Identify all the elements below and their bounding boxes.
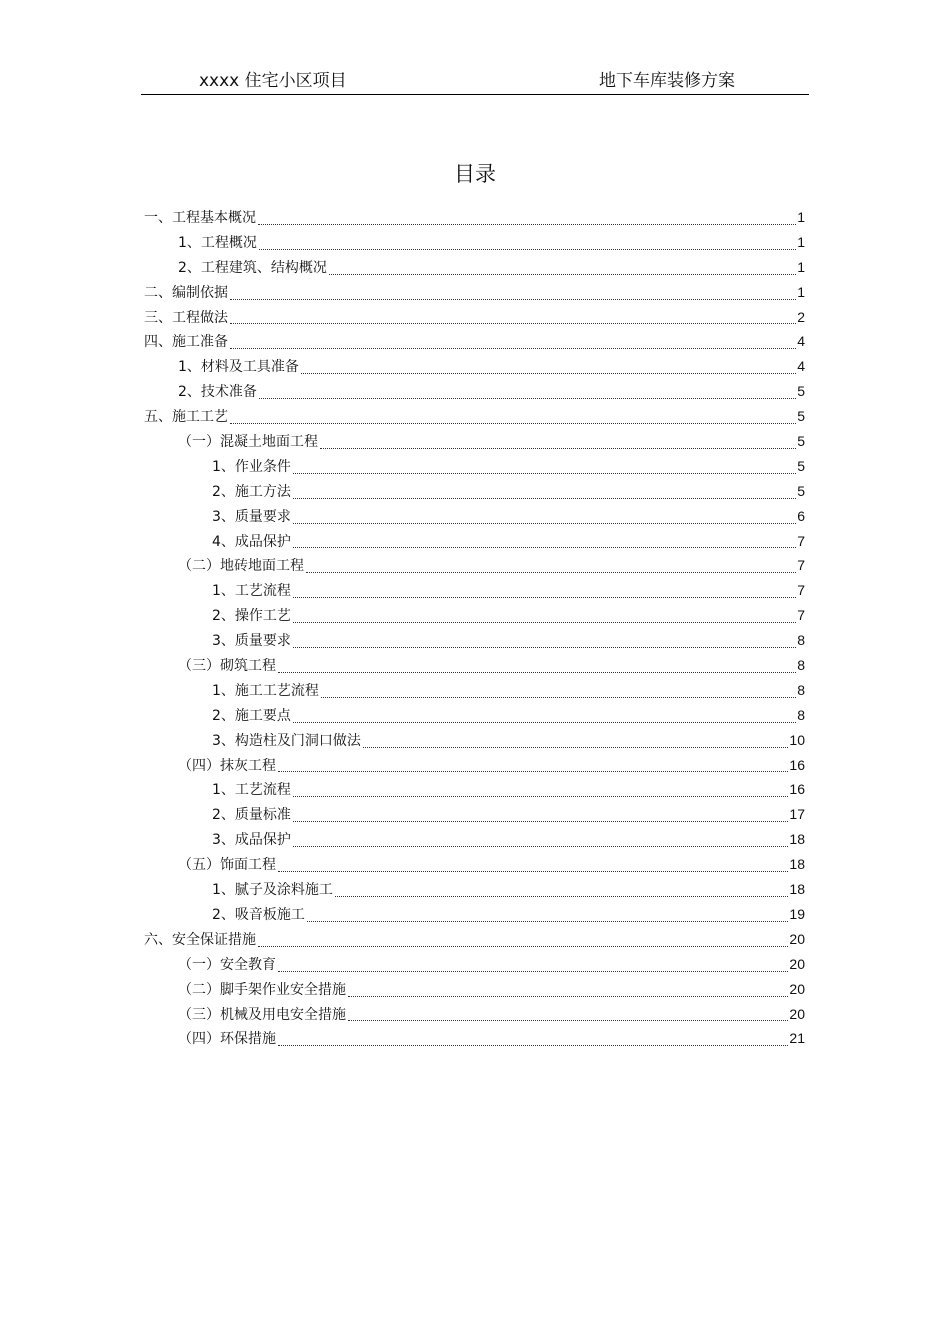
- toc-dot-leader: [278, 1045, 788, 1046]
- toc-entry-label: （四）抹灰工程: [178, 757, 276, 774]
- toc-entry-page-number: 20: [789, 980, 805, 997]
- toc-entry-label: 2、施工要点: [212, 707, 291, 724]
- header-project-name: xxxx 住宅小区项目: [199, 71, 347, 91]
- toc-entry[interactable]: [144, 852, 805, 877]
- toc-entry-page-number: 4: [797, 333, 805, 350]
- toc-entry[interactable]: [144, 703, 805, 728]
- toc-entry-page-number: 18: [789, 881, 805, 898]
- toc-entry-page-number: 20: [789, 1005, 805, 1022]
- toc-entry[interactable]: [144, 1026, 805, 1051]
- toc-dot-leader: [307, 921, 789, 922]
- toc-entry[interactable]: [144, 404, 805, 429]
- toc-entry[interactable]: [144, 429, 805, 454]
- toc-dot-leader: [278, 871, 788, 872]
- toc-entry-label: 1、材料及工具准备: [178, 359, 299, 376]
- toc-entry-page-number: 7: [797, 607, 805, 624]
- toc-dot-leader: [278, 971, 788, 972]
- toc-entry-page-number: 4: [797, 358, 805, 375]
- toc-entry-label: 一、工程基本概况: [144, 210, 256, 226]
- toc-entry-label: （二）地砖地面工程: [178, 558, 304, 575]
- toc-entry-page-number: 16: [789, 781, 805, 798]
- toc-entry-page-number: 1: [797, 258, 805, 275]
- toc-entry[interactable]: [144, 479, 805, 504]
- toc-dot-leader: [348, 996, 788, 997]
- toc-entry-label: （三）机械及用电安全措施: [178, 1006, 346, 1023]
- toc-dot-leader: [293, 647, 796, 648]
- toc-dot-leader: [293, 622, 796, 623]
- toc-entry[interactable]: [144, 305, 805, 330]
- toc-entry-label: 2、施工方法: [212, 483, 291, 500]
- toc-entry[interactable]: [144, 827, 805, 852]
- toc-dot-leader: [293, 473, 796, 474]
- toc-dot-leader: [293, 796, 789, 797]
- toc-entry-label: 3、成品保护: [212, 832, 291, 849]
- toc-dot-leader: [293, 547, 796, 548]
- toc-entry[interactable]: [144, 529, 805, 554]
- toc-entry[interactable]: [144, 628, 805, 653]
- toc-dot-leader: [278, 672, 796, 673]
- toc-dot-leader: [363, 747, 789, 748]
- toc-entry-label: 2、操作工艺: [212, 608, 291, 625]
- header-document-title: 地下车库装修方案: [599, 71, 735, 91]
- toc-title: 目录: [454, 162, 496, 186]
- toc-entry-label: 六、安全保证措施: [144, 931, 256, 948]
- toc-entry-page-number: 8: [797, 681, 805, 698]
- toc-entry-page-number: 8: [797, 657, 805, 674]
- toc-entry[interactable]: [144, 753, 805, 778]
- toc-entry[interactable]: [144, 603, 805, 628]
- toc-entry-page-number: 19: [789, 905, 805, 922]
- toc-entry[interactable]: [144, 379, 805, 404]
- toc-entry-page-number: 1: [797, 209, 805, 225]
- toc-entry-page-number: 5: [797, 383, 805, 400]
- toc-entry-label: 2、技术准备: [178, 384, 257, 401]
- toc-entry-label: 三、工程做法: [144, 309, 228, 326]
- toc-dot-leader: [320, 448, 796, 449]
- toc-dot-leader: [306, 572, 796, 573]
- toc-dot-leader: [293, 498, 796, 499]
- toc-entry[interactable]: [144, 653, 805, 678]
- toc-entry-label: 3、质量要求: [212, 633, 291, 650]
- toc-dot-leader: [321, 697, 796, 698]
- toc-entry-page-number: 1: [797, 233, 805, 250]
- toc-entry-page-number: 17: [789, 806, 805, 823]
- toc-dot-leader: [230, 299, 796, 300]
- toc-entry[interactable]: [144, 454, 805, 479]
- toc-dot-leader: [278, 771, 788, 772]
- toc-entry-label: 二、编制依据: [144, 284, 228, 301]
- toc-dot-leader: [293, 821, 789, 822]
- toc-entry-page-number: 20: [789, 930, 805, 947]
- toc-entry[interactable]: [144, 553, 805, 578]
- toc-dot-leader: [230, 423, 796, 424]
- toc-entry[interactable]: [144, 354, 805, 379]
- toc-entry[interactable]: [144, 504, 805, 529]
- toc-entry-label: （一）混凝土地面工程: [178, 434, 318, 451]
- toc-entry[interactable]: [144, 230, 805, 255]
- toc-entry[interactable]: [144, 578, 805, 603]
- toc-entry-page-number: 18: [789, 856, 805, 873]
- toc-dot-leader: [348, 1020, 788, 1021]
- toc-entry-page-number: 1: [797, 283, 805, 300]
- toc-entry[interactable]: [144, 728, 805, 753]
- toc-dot-leader: [329, 274, 796, 275]
- toc-dot-leader: [293, 846, 789, 847]
- toc-entry-label: 2、吸音板施工: [212, 906, 305, 923]
- toc-entry-label: 1、工程概况: [178, 234, 257, 251]
- toc-entry-label: 1、腻子及涂料施工: [212, 882, 333, 899]
- toc-dot-leader: [259, 398, 796, 399]
- toc-entry-label: （五）饰面工程: [178, 857, 276, 874]
- toc-entry-label: 3、质量要求: [212, 508, 291, 525]
- toc-entry-page-number: 18: [789, 831, 805, 848]
- toc-entry-page-number: 21: [789, 1030, 805, 1047]
- toc-entry-label: 2、质量标准: [212, 807, 291, 824]
- toc-entry-page-number: 8: [797, 632, 805, 649]
- toc-entry-label: （二）脚手架作业安全措施: [178, 981, 346, 998]
- toc-entry[interactable]: [144, 205, 805, 230]
- toc-dot-leader: [335, 896, 789, 897]
- table-of-contents: [144, 205, 805, 1051]
- toc-entry-label: （一）安全教育: [178, 956, 276, 973]
- toc-entry-page-number: 6: [797, 507, 805, 524]
- toc-entry[interactable]: [144, 927, 805, 952]
- toc-entry-label: 五、施工工艺: [144, 409, 228, 426]
- toc-entry[interactable]: [144, 877, 805, 902]
- toc-entry-label: （四）环保措施: [178, 1031, 276, 1048]
- toc-entry-label: （三）砌筑工程: [178, 658, 276, 675]
- toc-entry-page-number: 10: [789, 731, 805, 748]
- toc-entry-label: 1、施工工艺流程: [212, 682, 319, 699]
- toc-entry-page-number: 20: [789, 955, 805, 972]
- toc-entry-page-number: 7: [797, 532, 805, 549]
- toc-entry-label: 四、施工准备: [144, 334, 228, 351]
- toc-entry-page-number: 5: [797, 482, 805, 499]
- toc-entry-page-number: 2: [797, 308, 805, 325]
- toc-entry[interactable]: [144, 977, 805, 1002]
- toc-entry[interactable]: [144, 329, 805, 354]
- toc-entry-label: 4、成品保护: [212, 533, 291, 550]
- toc-entry-label: 3、构造柱及门洞口做法: [212, 732, 361, 749]
- toc-entry-page-number: 8: [797, 706, 805, 723]
- toc-entry-page-number: 7: [797, 557, 805, 574]
- toc-entry[interactable]: [144, 902, 805, 927]
- toc-entry-label: 1、工艺流程: [212, 782, 291, 799]
- toc-dot-leader: [301, 373, 796, 374]
- toc-entry[interactable]: [144, 255, 805, 280]
- toc-entry-label: 1、工艺流程: [212, 583, 291, 600]
- toc-entry-page-number: 7: [797, 582, 805, 599]
- toc-dot-leader: [258, 224, 796, 225]
- toc-dot-leader: [230, 348, 796, 349]
- toc-entry[interactable]: [144, 802, 805, 827]
- toc-entry-page-number: 16: [789, 756, 805, 773]
- toc-entry[interactable]: [144, 678, 805, 703]
- toc-entry-page-number: 5: [797, 433, 805, 450]
- toc-entry-label: 1、作业条件: [212, 458, 291, 475]
- toc-entry[interactable]: [144, 1002, 805, 1027]
- toc-dot-leader: [293, 597, 796, 598]
- toc-entry-label: 2、工程建筑、结构概况: [178, 259, 327, 276]
- toc-dot-leader: [230, 323, 796, 324]
- toc-dot-leader: [293, 523, 796, 524]
- toc-entry-page-number: 5: [797, 457, 805, 474]
- toc-dot-leader: [293, 722, 796, 723]
- page-header: [141, 62, 809, 95]
- toc-entry[interactable]: [144, 777, 805, 802]
- toc-entry[interactable]: [144, 280, 805, 305]
- toc-entry[interactable]: [144, 952, 805, 977]
- toc-dot-leader: [259, 249, 796, 250]
- toc-dot-leader: [258, 946, 788, 947]
- toc-entry-page-number: 5: [797, 408, 805, 425]
